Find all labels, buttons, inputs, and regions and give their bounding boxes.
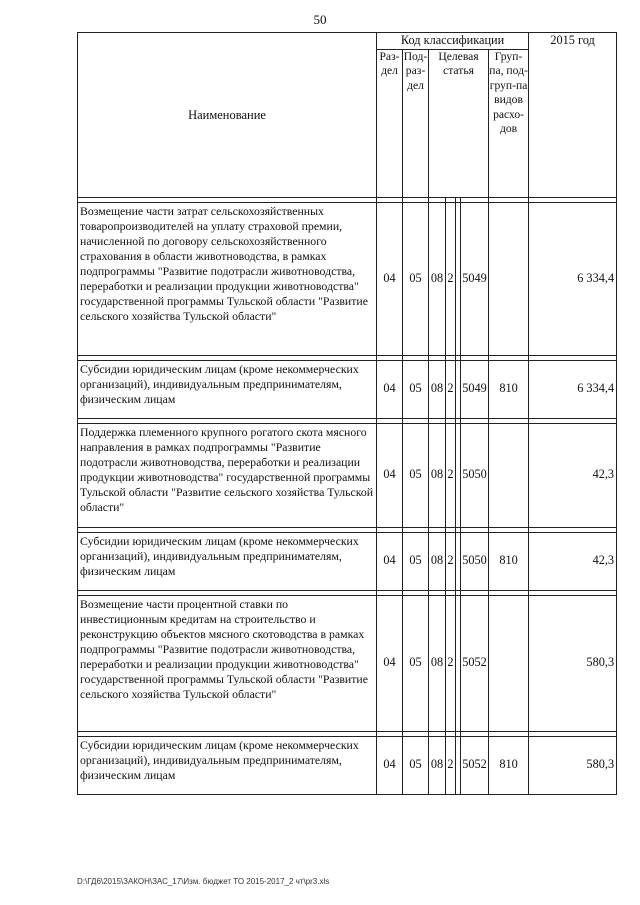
table-row: [78, 595, 617, 731]
row-section: 04: [377, 595, 403, 731]
row-subsection: 05: [403, 423, 429, 527]
row-subsection: 05: [403, 736, 429, 794]
row-target-program: 08: [429, 532, 446, 590]
row-amount: 580,3: [529, 736, 617, 794]
row-target-code: 5052: [461, 736, 489, 794]
footer-file-path: D:\ГД6\2015\ЗАКОН\ЗАС_17\Изм. бюджет ТО 2015-2017_2 чт\pr3.xls: [77, 877, 330, 886]
row-subsection: 05: [403, 595, 429, 731]
table-row: [78, 360, 617, 418]
row-amount: 580,3: [529, 595, 617, 731]
row-name: Поддержка племенного крупного рогатого скота мясного направления в рамках подпрограммы "Развитие подотрасли животноводства, переработки и реализации продукции животноводства" государственной программы Тульской области "Развитие сельского хозяйства Тульской области": [78, 423, 377, 527]
row-section: 04: [377, 202, 403, 355]
row-target-program: 08: [429, 202, 446, 355]
header-name: Наименование: [78, 33, 377, 198]
row-target-subprogram: 2: [446, 736, 456, 794]
row-amount: 42,3: [529, 532, 617, 590]
row-section: 04: [377, 423, 403, 527]
table-row: [78, 532, 617, 590]
header-year: 2015 год: [529, 33, 617, 198]
row-expense-group: 810: [489, 532, 529, 590]
row-name: Субсидии юридическим лицам (кроме некоммерческих организаций), индивидуальным предпринимателям, физическим лицам: [78, 360, 377, 418]
row-target-subprogram: 2: [446, 202, 456, 355]
row-target-program: 08: [429, 360, 446, 418]
table-row: [78, 202, 617, 355]
row-expense-group: 810: [489, 736, 529, 794]
row-name: Субсидии юридическим лицам (кроме некоммерческих организаций), индивидуальным предпринимателям, физическим лицам: [78, 736, 377, 794]
row-subsection: 05: [403, 532, 429, 590]
row-target-code: 5049: [461, 360, 489, 418]
row-section: 04: [377, 360, 403, 418]
table-row: [78, 423, 617, 527]
row-expense-group: [489, 595, 529, 731]
row-target-subprogram: 2: [446, 532, 456, 590]
header-subsection: Под-раз-дел: [403, 49, 429, 197]
row-name: Возмещение части процентной ставки по инвестиционным кредитам на строительство и реконструкцию объектов мясного скотоводства в рамках подпрограммы "Развитие подотрасли животноводства, переработки и реализации продукции животноводства" государственной программы Тульской области "Развитие сельского хозяйства Тульской области": [78, 595, 377, 731]
row-name: Возмещение части затрат сельскохозяйственных товаропроизводителей на уплату страховой премии, начисленной по договору сельскохозяйственного страхования в области животноводства, в рамках подпрограммы "Развитие подотрасли животноводства, переработки и реализации продукции животноводства" государственной программы Тульской области "Развитие сельского хозяйства Тульской области": [78, 202, 377, 355]
row-expense-group: [489, 423, 529, 527]
row-target-program: 08: [429, 595, 446, 731]
header-target-article: Целевая статья: [429, 49, 489, 197]
header-section: Раз-дел: [377, 49, 403, 197]
row-section: 04: [377, 736, 403, 794]
table-row: [78, 736, 617, 794]
page-number: 50: [313, 12, 327, 27]
row-target-code: 5050: [461, 423, 489, 527]
row-target-subprogram: 2: [446, 423, 456, 527]
budget-table: [77, 32, 617, 795]
row-expense-group: 810: [489, 360, 529, 418]
row-section: 04: [377, 532, 403, 590]
row-amount: 42,3: [529, 423, 617, 527]
row-target-subprogram: 2: [446, 595, 456, 731]
row-target-code: 5050: [461, 532, 489, 590]
row-name: Субсидии юридическим лицам (кроме некоммерческих организаций), индивидуальным предпринимателям, физическим лицам: [78, 532, 377, 590]
row-amount: 6 334,4: [529, 202, 617, 355]
row-target-code: 5052: [461, 595, 489, 731]
row-subsection: 05: [403, 202, 429, 355]
header-expense-group: Груп-па, под-груп-па видов расхо-дов: [489, 49, 529, 197]
row-amount: 6 334,4: [529, 360, 617, 418]
header-classification-code: Код классификации: [377, 33, 529, 50]
row-expense-group: [489, 202, 529, 355]
row-target-program: 08: [429, 423, 446, 527]
row-subsection: 05: [403, 360, 429, 418]
row-target-code: 5049: [461, 202, 489, 355]
row-target-subprogram: 2: [446, 360, 456, 418]
row-target-program: 08: [429, 736, 446, 794]
